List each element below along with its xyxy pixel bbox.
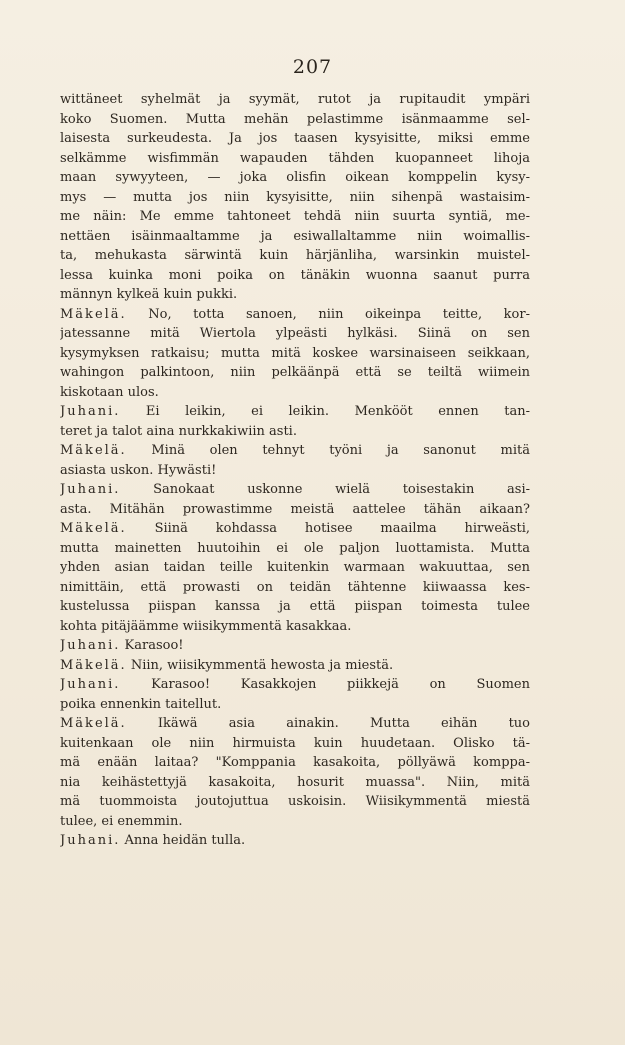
line-text: poika ennenkin taitellut.: [60, 696, 222, 712]
line-text: mys — mutta jos niin kysyisitte, niin sihenpä wastaisim-: [60, 189, 530, 205]
line-text: lessa kuinka moni poika on tänäkin wuonna saanut purra: [60, 267, 530, 283]
line-text: yhden asian taidan teille kuitenkin warmaan wakuuttaa, sen: [60, 560, 530, 575]
text-line: [60, 792, 530, 812]
speaker-name: Juhani.: [60, 677, 121, 692]
line-text: Siinä kohdassa hotisee maailma hirweästi,: [154, 521, 530, 536]
speaker-name: Mäkelä.: [60, 521, 127, 536]
line-text: maan sywyyteen, — joka olisfin oikean komppelin kysy-: [60, 170, 530, 185]
text-line: [60, 246, 530, 266]
line-text: Ikäwä asia ainakin. Mutta eihän tuo: [157, 716, 530, 731]
line-text: wahingon palkintoon, niin pelkäänpä että se teiltä wiimein: [60, 365, 530, 380]
speaker-name: Mäkelä.: [60, 306, 127, 322]
speaker-name: Juhani.: [60, 833, 121, 848]
text-line: [60, 285, 530, 305]
text-line: [60, 675, 530, 695]
line-text: nia keihästettyjä kasakoita, hosurit muassa". Niin, mitä: [60, 774, 530, 790]
text-line: [60, 480, 530, 500]
text-line: [60, 656, 530, 676]
text-line: [60, 305, 530, 325]
line-text: wittäneet syhelmät ja syymät, rutot ja rupitaudit ympäri: [60, 92, 530, 107]
line-text: Karasoo!: [124, 638, 184, 653]
line-text: laisesta surkeudesta. Ja jos taasen kysyisitte, miksi emme: [60, 131, 530, 146]
line-text: koko Suomen. Mutta mehän pelastimme isänmaamme sel-: [60, 111, 530, 127]
line-text: No, totta sanoen, niin oikeinpa teitte, kor-: [148, 306, 530, 322]
text-line: [60, 773, 530, 793]
line-text: Ei leikin, ei leikin. Menkööt ennen tan-: [145, 404, 530, 419]
text-line: [60, 636, 530, 656]
line-text: tulee, ei enemmin.: [60, 813, 183, 829]
text-line: [60, 207, 530, 227]
text-line: [60, 90, 530, 110]
text-line: [60, 324, 530, 344]
page-text: [60, 90, 530, 851]
text-line: [60, 734, 530, 754]
line-text: ta, mehukasta särwintä kuin härjänliha, warsinkin muistel-: [60, 248, 530, 263]
text-line: [60, 149, 530, 169]
line-text: mä enään laitaa? "Komppania kasakoita, pöllyäwä komppa-: [60, 755, 530, 770]
text-line: [60, 578, 530, 598]
line-text: asta. Mitähän prowastimme meistä aattelee tähän aikaan?: [60, 501, 530, 517]
line-text: nimittäin, että prowasti on teidän tähtenne kiiwaassa kes-: [60, 579, 530, 595]
line-text: nettäen isäinmaaltamme ja esiwallaltamme niin woimallis-: [60, 228, 530, 244]
line-text: selkämme wisfimmän wapauden tähden kuopanneet lihoja: [60, 150, 530, 166]
speaker-name: Juhani.: [60, 404, 121, 419]
line-text: kysymyksen ratkaisu; mutta mitä koskee warsinaiseen seikkaan,: [60, 345, 530, 361]
text-line: [60, 266, 530, 286]
speaker-name: Mäkelä.: [60, 716, 127, 731]
line-text: kustelussa piispan kanssa ja että piispan toimesta tulee: [60, 599, 530, 614]
text-line: [60, 461, 530, 481]
text-line: [60, 519, 530, 539]
line-text: kiskotaan ulos.: [60, 384, 159, 400]
text-line: [60, 383, 530, 403]
line-text: kuitenkaan ole niin hirmuista kuin huudetaan. Oliskо tä-: [60, 735, 530, 751]
text-line: [60, 597, 530, 617]
text-line: [60, 539, 530, 559]
speaker-name: Juhani.: [60, 482, 121, 497]
line-text: me näin: Me emme tahtoneet tehdä niin suurta syntiä, me-: [60, 209, 530, 224]
text-line: [60, 617, 530, 637]
line-text: Anna heidän tulla.: [124, 833, 246, 848]
speaker-name: Mäkelä.: [60, 443, 127, 458]
speaker-name: Juhani.: [60, 638, 121, 653]
text-line: [60, 129, 530, 149]
text-line: [60, 558, 530, 578]
text-line: [60, 168, 530, 188]
text-line: [60, 441, 530, 461]
text-line: [60, 363, 530, 383]
text-line: [60, 753, 530, 773]
text-line: [60, 812, 530, 832]
line-text: mutta mainetten huutoihin ei ole paljon luottamista. Mutta: [60, 540, 530, 556]
text-line: [60, 500, 530, 520]
line-text: jatessanne mitä Wiertola ylpeästi hylkäsi. Siinä on sen: [60, 326, 530, 341]
line-text: asiasta uskon. Hywästi!: [60, 462, 217, 478]
line-text: kohta pitäjäämme wiisikymmentä kasakkaa.: [60, 618, 352, 634]
line-text: Karasoo! Kasakkojen piikkejä on Suomen: [151, 677, 530, 692]
line-text: männyn kylkeä kuin pukki.: [60, 287, 238, 302]
text-line: [60, 344, 530, 364]
text-line: [60, 402, 530, 422]
text-line: [60, 110, 530, 130]
text-line: [60, 188, 530, 208]
line-text: Minä olen tehnyt työni ja sanonut mitä: [151, 443, 530, 458]
speaker-name: Mäkelä.: [60, 657, 127, 673]
text-line: [60, 714, 530, 734]
line-text: mä tuommoista joutojuttua uskoisin. Wiisikymmentä miestä: [60, 794, 530, 809]
text-line: [60, 831, 530, 851]
line-text: Niin, wiisikymmentä hewosta ja miestä.: [130, 657, 394, 673]
text-line: [60, 422, 530, 442]
text-line: [60, 227, 530, 247]
text-line: [60, 695, 530, 715]
line-text: teret ja talot aina nurkkakiwiin asti.: [60, 423, 297, 439]
line-text: Sanokaat uskonne wielä toisestakin asi-: [153, 482, 530, 497]
page-number: 207: [292, 56, 333, 78]
